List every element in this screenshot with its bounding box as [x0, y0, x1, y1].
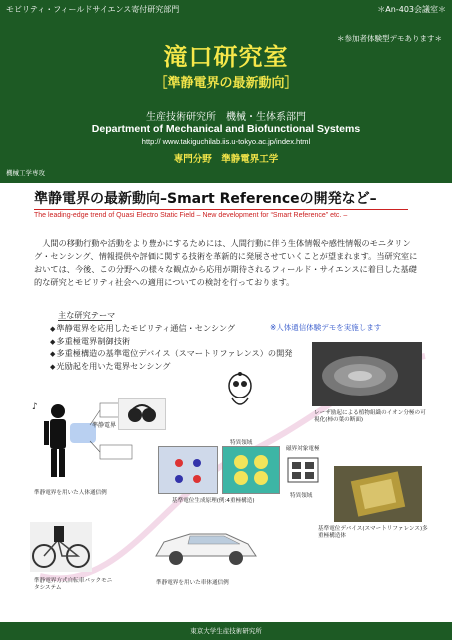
room-label: ＊An-403会議室＊: [377, 5, 446, 14]
main-title-english: The leading-edge trend of Quasi Electro Static Field – New development for “Smart Reference” etc. –: [34, 212, 348, 219]
footer-label: 東京大学生産技術研究所: [190, 627, 262, 635]
theme-item: ◆ 準静電界を応用したモビリティ通信・センシング: [50, 323, 292, 336]
poster-header: [0, 0, 452, 183]
body-comm-caption: 準静電界を用いた人体通信例: [34, 490, 107, 496]
electrode-label: 磁界対象電極: [286, 446, 320, 452]
themes-underline: [58, 320, 112, 321]
quasi-field-tag: 準静電界: [92, 422, 117, 429]
leaf-cross-section-photo: [312, 342, 422, 406]
leaf-caption: レーザ励起による植物組織のイオン分極の可視化(柿の葉の断面): [314, 410, 426, 423]
person-silhouette: [44, 404, 66, 477]
theme-item: ◆ 多重極電界制御技術: [50, 336, 292, 349]
svg-text:♪: ♪: [32, 402, 38, 412]
field-diagram-right: [222, 446, 280, 494]
department-english: Department of Mechanical and Biofunctional Systems: [91, 123, 361, 135]
specialty-label: 専門分野 準静電界工学: [173, 154, 279, 165]
demo-notice: ＊参加者体験型デモあります＊: [337, 34, 442, 43]
lab-url-link[interactable]: http:// www.takiguchilab.iis.u-tokyo.ac.jp/index.html: [141, 137, 311, 146]
lab-subtitle: ［準静電界の最新動向］: [154, 76, 298, 91]
device-singular-label: 特異領域: [290, 493, 313, 499]
intro-paragraph: 人間の移動行動や活動をより豊かにするためには、人間行動に伴う生体情報や感性情報のモニタリング・センシング、情報提供や評価に関する技術を革新的に発展させていくことが望まれます。当研究室においては、今後、この分野への様々な観点から応用が期待されるフィールド・サイエンスに着目した基礎的な研究とモビリティ社会への適用についての検討を行っております。: [34, 238, 418, 287]
mascot-character-icon: [222, 370, 258, 412]
singular-region-label: 特異領域: [230, 440, 253, 446]
car-caption: 準静電界を用いた車体通信例: [156, 580, 229, 586]
device-structure-diagram: [282, 452, 324, 488]
device-caption: 基準電位デバイス(スマートリファレンス)多重極構造体: [318, 526, 428, 539]
theme-item: ◆ 光励起を用いた電界センシング: [50, 361, 292, 374]
bicycle-caption: 準静電界方式自転車バックモニタシステム: [34, 578, 113, 591]
headphones-photo: [118, 398, 166, 430]
themes-heading: 主な研究テーマ: [58, 310, 116, 320]
field-diagram-left: [158, 446, 218, 494]
smart-reference-photo: [334, 466, 422, 522]
title-underline: [34, 209, 408, 210]
department-label: モビリティ・フィールドサイエンス寄付研究部門: [6, 5, 180, 14]
bicycle-photo: [30, 522, 92, 572]
car-illustration: [150, 522, 262, 570]
poster-footer: [0, 622, 452, 640]
main-title: 準静電界の最新動向–Smart Referenceの開発など–: [34, 191, 377, 207]
major-label: 機械工学専攻: [6, 169, 45, 177]
demo-note: ※人体通信体験デモを実施します: [270, 323, 382, 332]
pattern-caption: 基準電位生成原理(例:4重極構造): [172, 498, 255, 504]
institute-label: 生産技術研究所 機械・生体系部門: [146, 112, 306, 123]
theme-item: ◆ 多重極構造の基準電位デバイス（スマートリファレンス）の開発: [50, 348, 292, 361]
lab-title: 滝口研究室: [163, 43, 289, 71]
